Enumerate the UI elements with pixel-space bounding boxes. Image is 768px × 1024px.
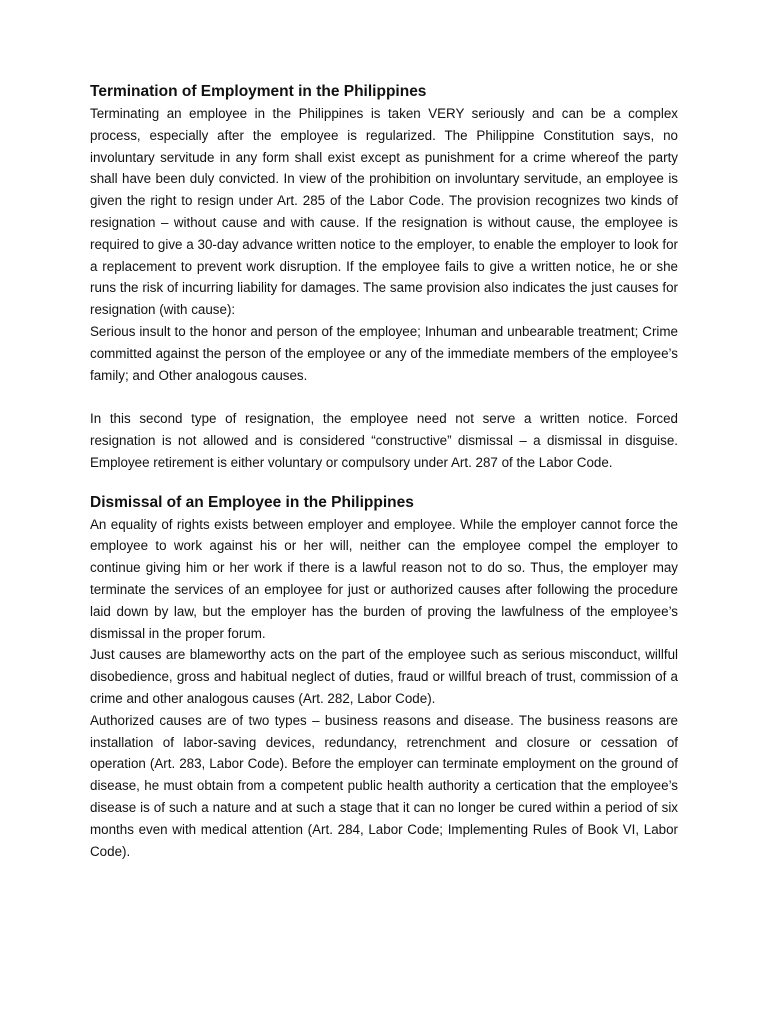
paragraph-termination-intro: Terminating an employee in the Philippines is taken VERY seriously and can be a complex process, especially after the employee is regularized. The Philippine Constitution says, no involuntary servitude in any form shall exist except as punishment for a crime whereof the party shall have been duly convicted. In view of the prohibition on involuntary servitude, an employee is given the right to resign under Art. 285 of the Labor Code. The provision recognizes two kinds of resignation – without cause and with cause. If the resignation is without cause, the employee is required to give a 30-day advance written notice to the employer, to enable the employer to look for a replacement to prevent work disruption. If the employee fails to give a written notice, he or she runs the risk of incurring liability for damages. The same provision also indicates the just causes for resignation (with cause): — [90, 106, 678, 318]
paragraph-authorized-causes: Authorized causes are of two types – business reasons and disease. The business reasons are installation of labor-saving devices, redundancy, retrenchment and closure or cessation of operation (Art. 283, Labor Code). Before the employer can terminate employment on the ground of disease, he must obtain from a competent public health authority a certication that the employee’s disease is of such a nature and at such a stage that it can no longer be cured within a period of six months even with medical attention (Art. 284, Labor Code; Implementing Rules of Book VI, Labor Code). — [90, 712, 678, 859]
document-page — [90, 81, 678, 862]
section-heading-termination: Termination of Employment in the Philippines — [90, 83, 427, 100]
section-spacer — [90, 474, 678, 492]
paragraph-equality-of-rights: An equality of rights exists between employer and employee. While the employer cannot force the employee to work against his or her will, neither can the employee compel the employer to continue giving him or her work if there is a lawful reason not to do so. Thus, the employer may terminate the services of an employee for just or authorized causes after following the procedure laid down by law, but the employer has the burden of proving the lawfulness of the employee’s dismissal in the proper forum. — [90, 516, 678, 641]
section-heading-dismissal: Dismissal of an Employee in the Philippines — [90, 493, 414, 511]
paragraph-spacer — [90, 386, 678, 408]
paragraph-second-type-resignation: In this second type of resignation, the employee need not serve a written notice. Forced resignation is not allowed and is considered “constructive” dismissal – a dismissal in disguise. Employee retirement is either voluntary or compulsory under Art. 287 of the Labor Code. — [90, 411, 678, 470]
paragraph-just-causes-resignation: Serious insult to the honor and person of the employee; Inhuman and unbearable treatment; Crime committed against the person of the employee or any of the immediate members of the employee’s family; and Other analogous causes. — [90, 323, 678, 383]
paragraph-just-causes-dismissal: Just causes are blameworthy acts on the part of the employee such as serious misconduct, willful disobedience, gross and habitual neglect of duties, fraud or willful breach of trust, commission of a crime and other analogous causes (Art. 282, Labor Code). — [90, 647, 678, 706]
